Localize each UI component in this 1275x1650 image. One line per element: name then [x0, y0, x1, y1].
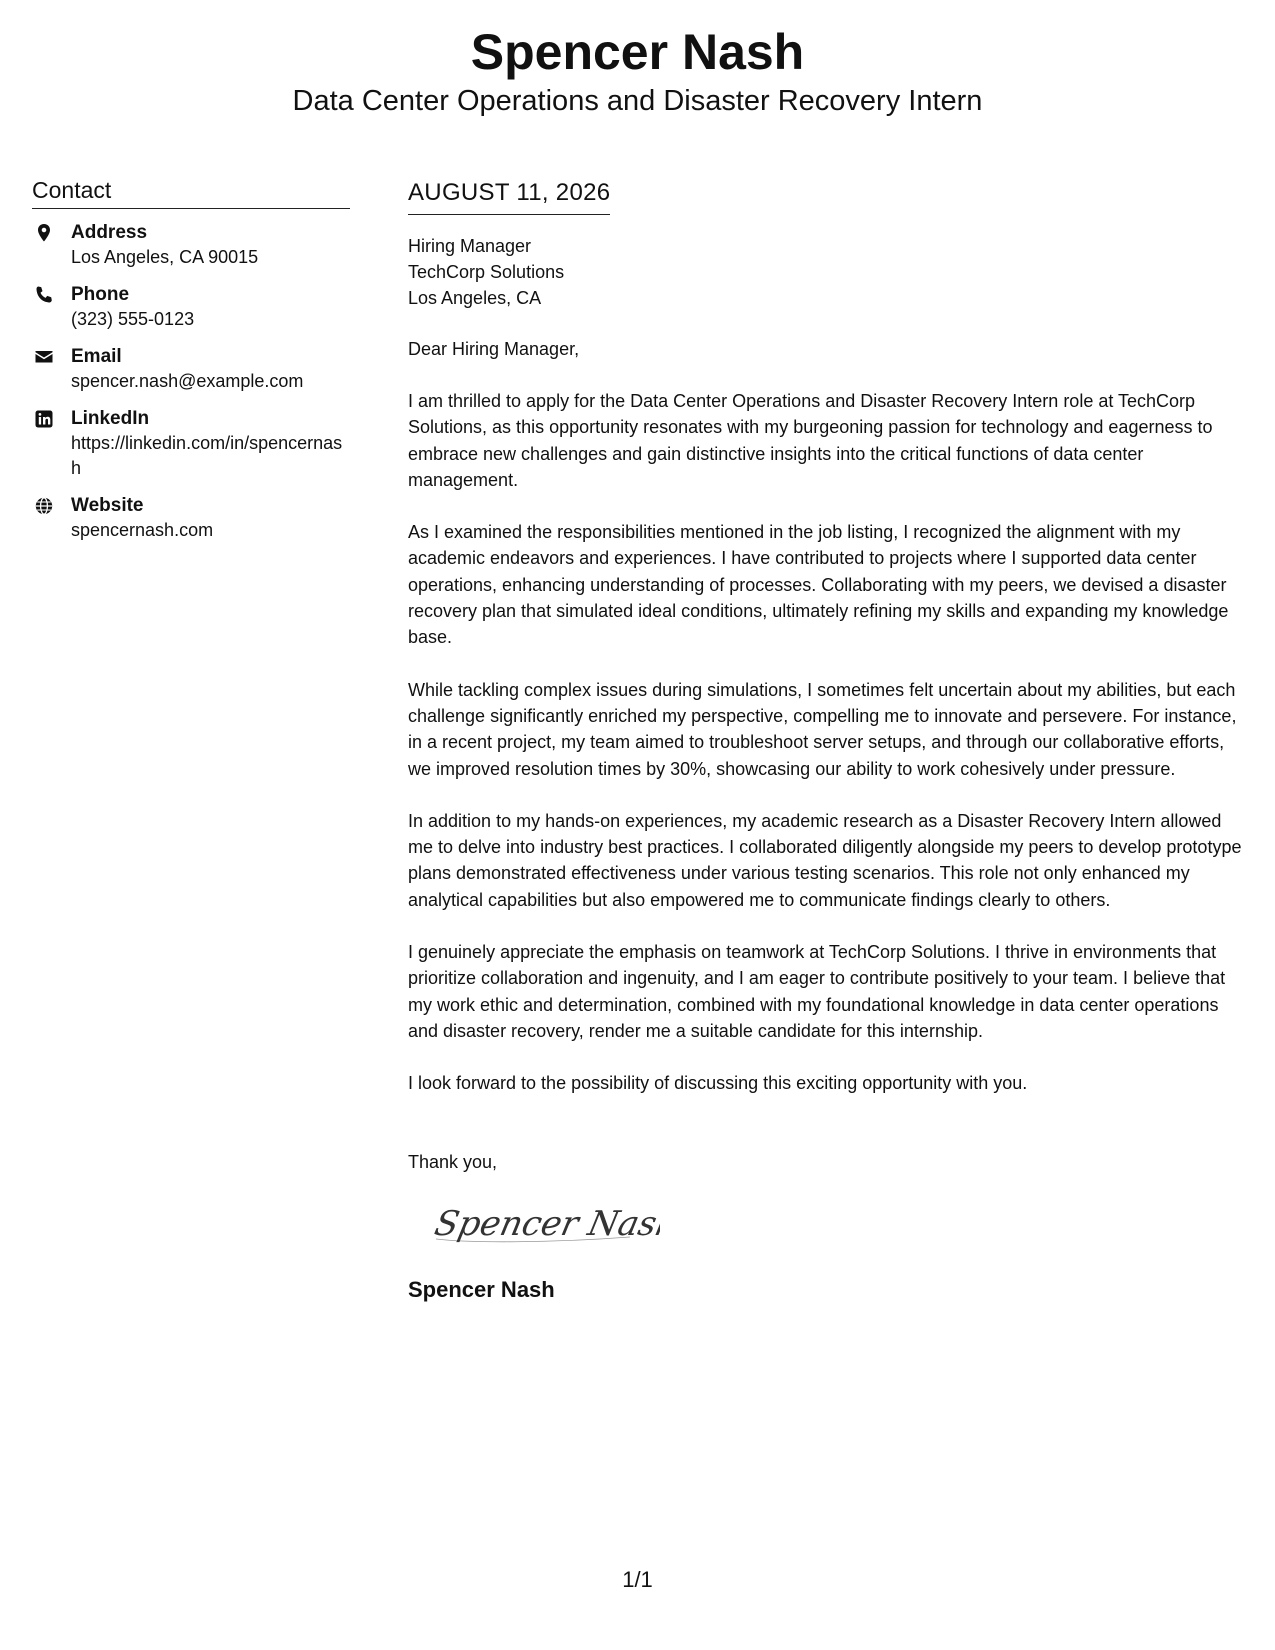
envelope-icon: [34, 347, 54, 367]
svg-text:Spencer Nash: Spencer Nash: [431, 1203, 660, 1244]
contact-linkedin: [32, 407, 350, 481]
phone-value: (323) 555-0123: [71, 309, 195, 329]
body-paragraph: In addition to my hands-on experiences, my academic research as a Disaster Recovery Intern allowed me to delve into industry best practices. I collaborated diligently alongside my peers to develop prototype plans demonstrated effectiveness under various testing scenarios. This role not only enhanced my analytical capabilities but also empowered me to communicate findings clearly to others.: [408, 810, 1242, 910]
linkedin-value[interactable]: https://linkedin.com/in/spencernash: [71, 433, 343, 478]
email-label: Email: [71, 346, 122, 367]
address-value: Los Angeles, CA 90015: [71, 247, 259, 267]
letter-header: [0, 22, 1275, 118]
letter-date: AUGUST 11, 2026: [408, 178, 610, 215]
globe-icon: [34, 496, 54, 516]
contact-website: [32, 494, 350, 543]
address-label: Address: [71, 222, 148, 243]
linkedin-label: LinkedIn: [71, 408, 150, 429]
website-value[interactable]: spencernash.com: [71, 520, 214, 540]
closing-line: Thank you,: [408, 1151, 498, 1172]
body-paragraph: I look forward to the possibility of discussing this exciting opportunity with you.: [408, 1073, 1028, 1094]
handwritten-signature: [430, 1193, 660, 1253]
recipient-block: [408, 233, 1248, 311]
body-paragraph: While tackling complex issues during simulations, I sometimes felt uncertain about my abilities, but each challenge significantly enriched my perspective, compelling me to innovate and persevere. For instance, in a recent project, my team aimed to troubleshoot server setups, and through our collaborative efforts, we improved resolution times by 30%, showcasing our ability to work cohesively under pressure.: [408, 679, 1237, 779]
contact-email: [32, 345, 350, 394]
contact-address: [32, 221, 350, 270]
page-number: 1/1: [622, 1567, 653, 1592]
salutation: Dear Hiring Manager,: [408, 339, 580, 359]
job-title: Data Center Operations and Disaster Recovery Intern: [292, 85, 983, 117]
applicant-name: Spencer Nash: [470, 24, 805, 80]
website-label: Website: [71, 495, 144, 516]
recipient-title: Hiring Manager: [408, 236, 532, 256]
phone-label: Phone: [71, 284, 130, 305]
linkedin-icon: [34, 409, 54, 429]
signer-name: Spencer Nash: [408, 1276, 555, 1302]
phone-icon: [34, 285, 54, 305]
email-value[interactable]: spencer.nash@example.com: [71, 371, 304, 391]
recipient-location: Los Angeles, CA: [408, 288, 542, 308]
recipient-company: TechCorp Solutions: [408, 262, 565, 282]
body-paragraph: I am thrilled to apply for the Data Center Operations and Disaster Recovery Intern role at TechCorp Solutions, as this opportunity resonates with my burgeoning passion for technology and eagerness to embrace new challenges and gain distinctive insights into the critical functions of data center management.: [408, 391, 1213, 490]
contact-sidebar: [32, 176, 350, 556]
contact-heading: Contact: [32, 176, 350, 209]
body-paragraph: As I examined the responsibilities mentioned in the job listing, I recognized the alignment with my academic endeavors and experiences. I have contributed to projects where I supported data center operations, enhancing understanding of processes. Collaborating with my peers, we devised a disaster recovery plan that simulated ideal conditions, ultimately refining my skills and expanding my knowledge base.: [408, 522, 1229, 648]
body-paragraph: I genuinely appreciate the emphasis on teamwork at TechCorp Solutions. I thrive in environments that prioritize collaboration and ingenuity, and I am eager to contribute positively to your team. I believe that my work ethic and determination, combined with my foundational knowledge in data center operations and disaster recovery, render me a suitable candidate for this internship.: [408, 942, 1226, 1041]
letter-body: [408, 178, 1248, 1304]
contact-phone: [32, 283, 350, 332]
map-pin-icon: [34, 223, 54, 243]
